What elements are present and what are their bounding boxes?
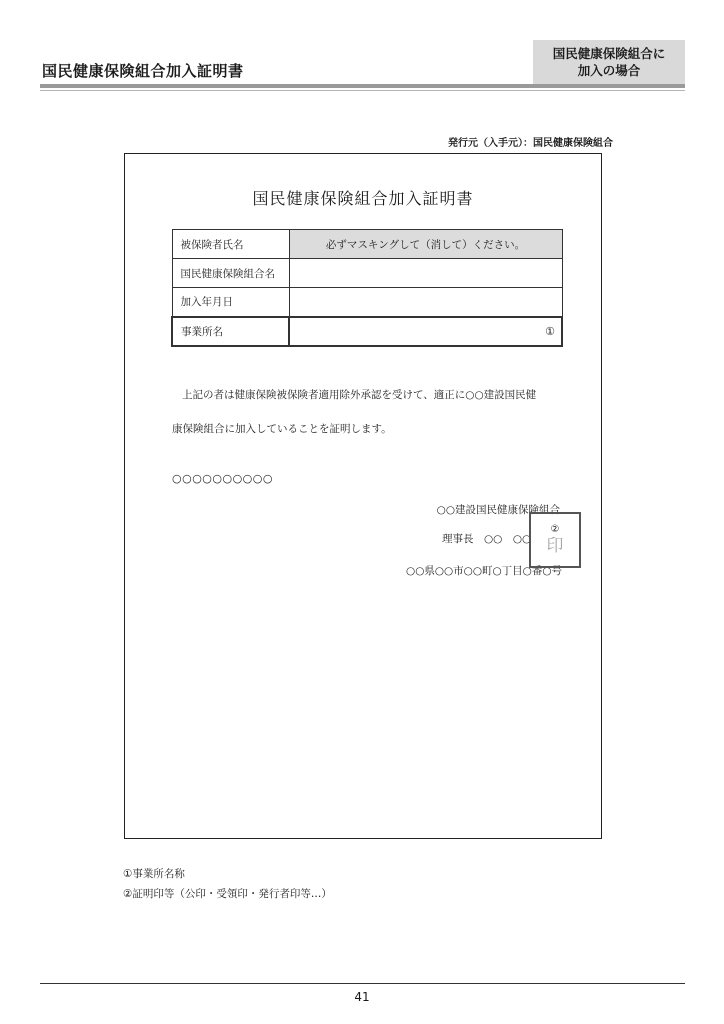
table-row-association-name [172, 259, 562, 288]
table-row-insured-name [172, 230, 562, 259]
seal-number: ② [550, 524, 560, 535]
certificate-title: 国民健康保険組合加入証明書 [252, 189, 474, 208]
seal-stamp-box [529, 512, 581, 568]
issuer-source-note: 発行元（入手元）：国民健康保険組合 [448, 138, 613, 149]
section-tab [533, 40, 685, 84]
issuer-organization: ○○建設国民健康保険組合 [436, 504, 560, 516]
certificate-date: ○○○○○○○○○○ [172, 472, 273, 485]
row-value [289, 259, 562, 288]
table-row-join-date [172, 288, 562, 317]
masking-notice: 必ずマスキングして（消して）ください。 [289, 230, 562, 259]
row-value [289, 288, 562, 317]
footer-divider [40, 983, 685, 984]
footnote-2: ②証明印等（公印・受領印・発行者印等…） [123, 888, 332, 900]
table-row-office-name [172, 317, 562, 346]
row-label: 国民健康保険組合名 [172, 259, 289, 288]
body-line-1: 上記の者は健康保険被保険者適用除外承認を受けて、適正に○○建設国民健 [182, 389, 537, 401]
section-tab-line-2: 加入の場合 [577, 63, 641, 78]
row-label: 被保険者氏名 [172, 230, 289, 259]
header-divider-thin [40, 90, 685, 91]
certificate-info-table [171, 229, 563, 347]
section-tab-line-1: 国民健康保険組合に [552, 46, 666, 61]
seal-icon: 印 [546, 536, 564, 556]
row-label: 事業所名 [172, 317, 289, 346]
footnote-1: ①事業所名称 [123, 868, 185, 880]
issuer-address: ○○県○○市○○町○丁目○番○号 [406, 565, 562, 577]
header-divider [40, 84, 685, 88]
body-line-2: 康保険組合に加入していることを証明します。 [172, 423, 392, 435]
row-value-marker: ① [289, 317, 562, 346]
page-number: 41 [354, 990, 370, 1004]
issuer-chairman: 理事長 ○○ ○○ [442, 533, 532, 545]
certificate-body [172, 378, 572, 446]
row-label: 加入年月日 [172, 288, 289, 317]
page-header-title: 国民健康保険組合加入証明書 [42, 62, 244, 80]
